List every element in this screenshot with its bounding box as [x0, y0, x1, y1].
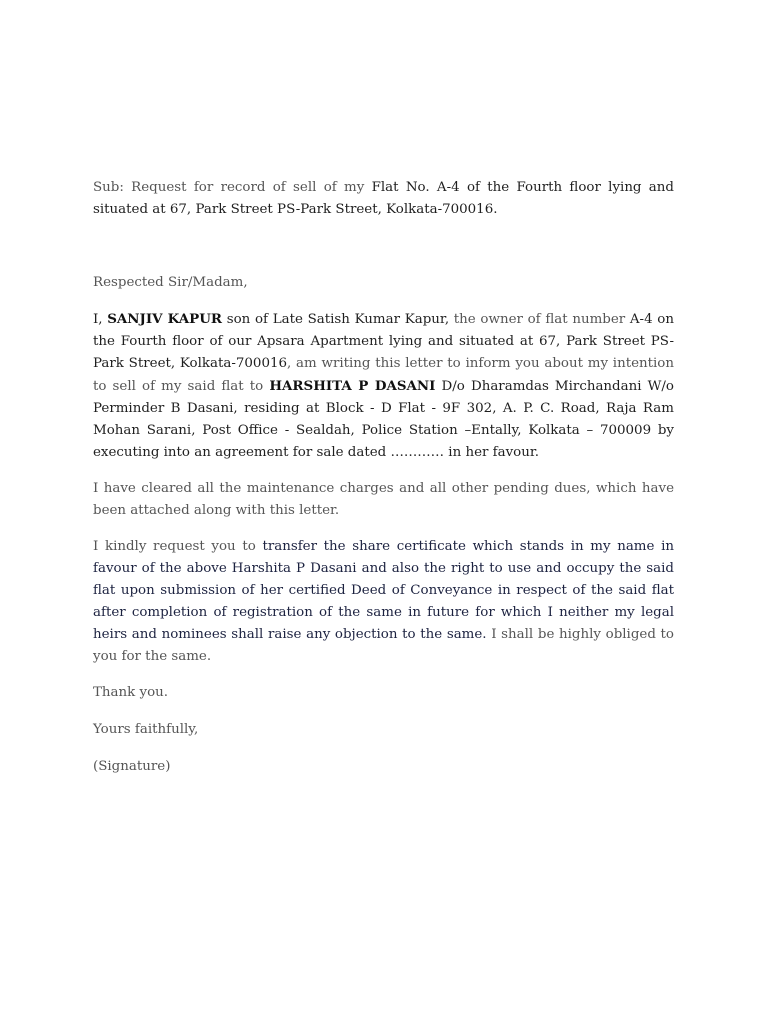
paragraph-transfer-request	[93, 536, 674, 668]
letter-body	[93, 177, 674, 778]
owner-description: son of Late Satish Kumar Kapur,	[222, 312, 450, 327]
signature-placeholder: (Signature)	[93, 759, 171, 774]
subject-line	[93, 177, 674, 221]
sign-off-line: Yours faithfully,	[93, 722, 199, 737]
paragraph3-intro: I kindly request you to	[93, 539, 263, 554]
transfer-request-text: transfer the share certificate which stands in my name in favour of the above Harshita P Dasani and also the right to use and occupy the said flat upon submission of her certified Deed of Conveyance in respect of the said flat after completion of registration of the same in future for which I neither my legal heirs and nominees shall raise any objection to the same.	[93, 539, 674, 642]
subject-flat-details: Flat No. A-4 of the Fourth floor lying and situated at 67, Park Street PS-Park Street, Kolkata-700016.	[93, 180, 674, 217]
paragraph-intent-to-sell	[93, 308, 674, 464]
paragraph-dues-cleared: I have cleared all the maintenance charges and all other pending dues, which have been attached along with this letter.	[93, 481, 674, 518]
salutation: Respected Sir/Madam,	[93, 275, 248, 290]
owner-name: SANJIV KAPUR	[107, 311, 223, 327]
thank-you-line: Thank you.	[93, 685, 169, 700]
buyer-description: D/o Dharamdas Mirchandani W/o Perminder B Dasani, residing at Block - D Flat - 9F 302, A. P. C. Road, Raja Ram Mohan Sarani, Post Office - Sealdah, Police Station –Entally, Kolkata – 700009 by executing into an agreement for sale dated ………… in her favour.	[93, 379, 674, 460]
owner-of-text: the owner of flat number	[449, 312, 630, 327]
buyer-name: HARSHITA P DASANI	[269, 378, 436, 394]
flat-location: A-4 on the Fourth floor of our Apsara Apartment lying and situated at 67, Park Street PS-Park Street, Kolkata-700016	[93, 312, 674, 371]
paragraph1-intro: I,	[93, 312, 108, 327]
purpose-text: , am writing this letter to inform you about my intention to sell of my said flat to	[93, 356, 674, 394]
subject-prefix: Sub: Request for record of sell of my	[93, 180, 372, 195]
paragraph3-closing: I shall be highly obliged to you for the same.	[93, 627, 674, 664]
